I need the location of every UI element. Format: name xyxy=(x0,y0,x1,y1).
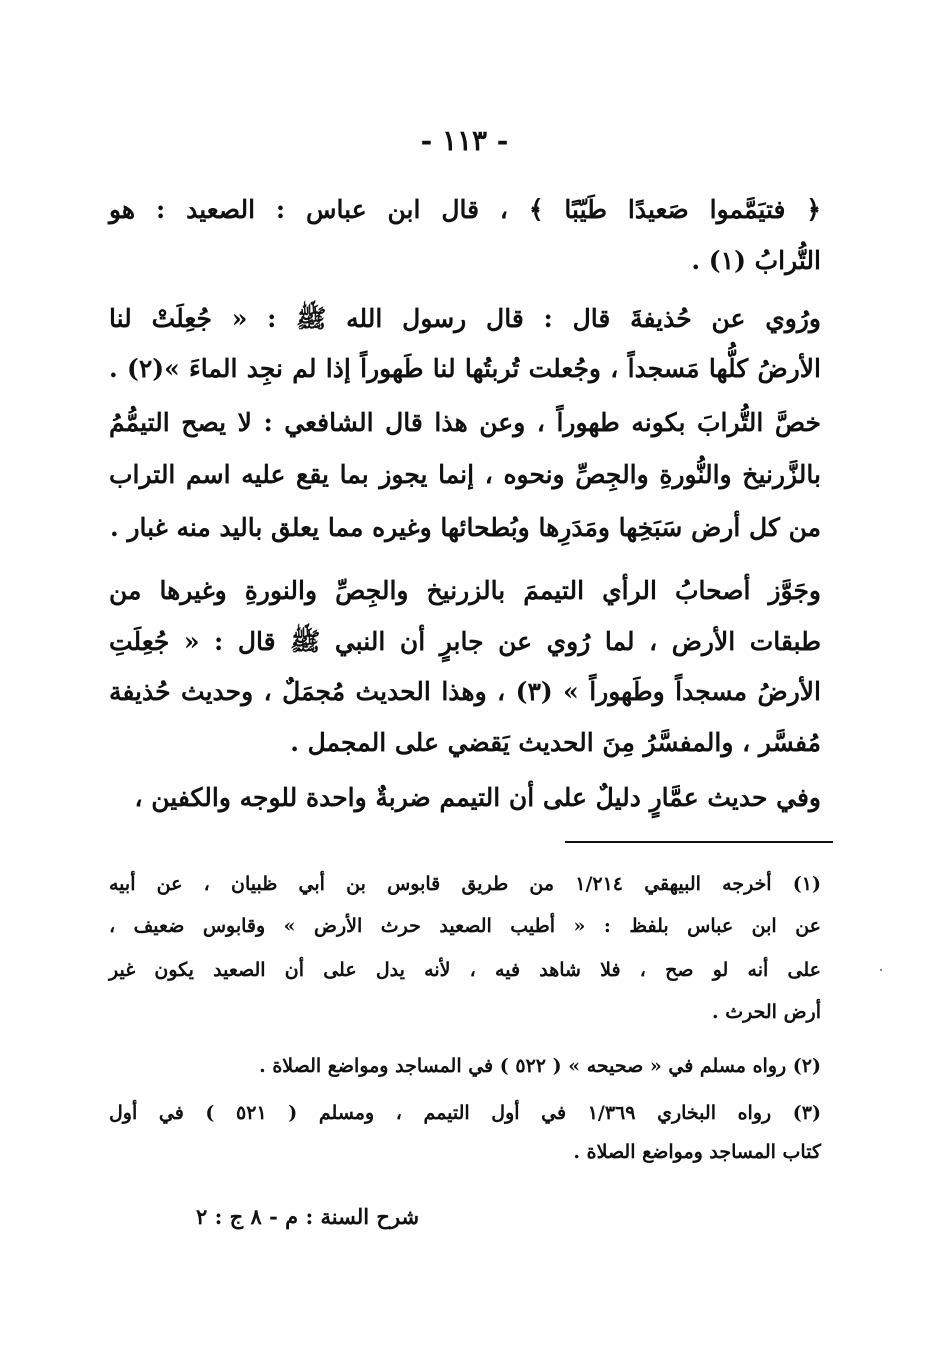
body-text-line: ﴿ فتيَمَّموا صَعيدًا طَيّبًا ﴾ ، قال ابن عباس : الصعيد : هو xyxy=(109,195,821,224)
footnote-line: كتاب المساجد ومواضع الصلاة . xyxy=(573,1141,821,1163)
scan-speck xyxy=(880,969,882,971)
body-text-line: وفي حديث عمَّارٍ دليلٌ على أن التيمم ضربةٌ واحدة للوجه والكفين ، xyxy=(134,783,821,812)
footnote-line: أرض الحرث . xyxy=(712,1001,821,1023)
body-text-line: الأرضُ مسجداً وطَهوراً » (٣) ، وهذا الحديث مُجمَلٌ ، وحديث حُذيفة xyxy=(109,677,821,706)
body-text-line: ورُوي عن حُذيفةَ قال : قال رسول الله ﷺ : « جُعِلَتْ لنا xyxy=(109,304,821,333)
body-text-line: طبقات الأرض ، لما رُوي عن جابرٍ أن النبي ﷺ قال : « جُعِلَتِ xyxy=(109,627,821,656)
footnote-line: (٣) رواه البخاري ١/٣٦٩ في أول التيمم ، ومسلم ( ٥٢١ ) في أول xyxy=(109,1102,821,1124)
footnote-line: (٢) رواه مسلم في « صحيحه » ( ٥٢٢ ) في المساجد ومواضع الصلاة . xyxy=(259,1055,821,1077)
body-text-line: الأرضُ كلُّها مَسجداً ، وجُعلت تُربتُها لنا طَهوراً إذا لم نجِد الماءَ »(٢) . xyxy=(109,354,821,383)
body-text-line: مُفسَّر ، والمفسَّرُ مِنَ الحديث يَقضي على المجمل . xyxy=(290,728,821,757)
body-text-line: التُّرابُ (١) . xyxy=(691,246,821,275)
body-text-line: بالزَّرنيخ والنُّورةِ والجِصِّ ونحوه ، إنما يجوز بما يقع عليه اسم التراب xyxy=(109,460,821,489)
footnote-line: عن ابن عباس بلفظ : « أطيب الصعيد حرث الأرض » وقابوس ضعيف ، xyxy=(109,915,821,937)
footnote-line: على أنه لو صح ، فلا شاهد فيه ، لأنه يدل على أن الصعيد يكون غير xyxy=(109,959,821,981)
body-text-line: من كل أرض سَبَخِها ومَدَرِها وبُطحائها وغيره مما يعلق باليد منه غبار . xyxy=(110,513,821,542)
page-number: - ١١٣ - xyxy=(420,124,509,157)
body-text-line: وجَوَّز أصحابُ الرأي التيممَ بالزرنيخ والجِصِّ والنورةِ وغيرها من xyxy=(109,576,821,605)
body-text-line: خصَّ التُّرابَ بكونه طهوراً ، وعن هذا قال الشافعي : لا يصح التيمُّمُ xyxy=(109,408,821,437)
footnote-divider xyxy=(565,841,833,843)
footnote-line: (١) أخرجه البيهقي ١/٢١٤ من طريق قابوس بن أبي ظبيان ، عن أبيه xyxy=(109,873,821,895)
signature-mark: شرح السنة : م - ٨ ج : ٢ xyxy=(196,1204,420,1229)
